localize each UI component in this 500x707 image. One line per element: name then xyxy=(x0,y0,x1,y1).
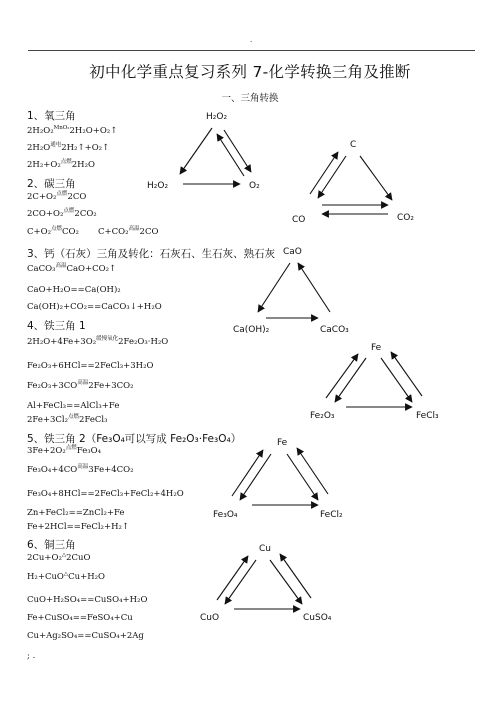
diagram-calcium-right-label: CaCO₃ xyxy=(320,325,349,335)
diagram-iron1-arrows xyxy=(326,352,422,407)
equation-row: H₂+CuO△Cu+H₂O xyxy=(27,571,106,582)
equation-row: Fe+2HCl==FeCl₂+H₂↑ xyxy=(27,522,130,532)
equation-row: 3Fe+2O₂$^{点燃}$Fe₃O₄ xyxy=(27,445,102,456)
section-heading-iron1: 4、铁三角 1 xyxy=(27,320,86,332)
equation-row: CuO+H₂SO₄==CuSO₄+H₂O xyxy=(27,595,148,605)
diagram-copper-arrows xyxy=(217,554,311,609)
diagram-carbon-right-label: CO₂ xyxy=(397,213,414,223)
equation-row: C+CO₂$^{高温}$2CO xyxy=(98,226,159,237)
top-dot: · xyxy=(250,38,253,46)
diagram-oxygen-left-label: H₂O₂ xyxy=(147,181,169,191)
equation-row: $Fe_3O_4+4CO^{高温}3Fe+4CO_2$ xyxy=(27,464,134,475)
equation-row: Zn+FeCl₂==ZnCl₂+Fe xyxy=(27,508,125,518)
diagram-calcium-top-label: CaO xyxy=(283,247,302,257)
diagram-calcium-left-label: Ca(OH)₂ xyxy=(233,325,270,335)
diagram-carbon-left-label: CO xyxy=(292,215,306,225)
arrow xyxy=(310,152,338,194)
equation-row: 2H₂O+4Fe+3O₂$^{缓慢氧化}$2Fe₂O₃·H₂O xyxy=(27,336,169,347)
arrow xyxy=(270,560,302,604)
arrow xyxy=(297,448,328,494)
equation-row: 2Fe+3Cl₂$^{点燃}$2FeCl₃ xyxy=(27,414,108,425)
page-title: 初中化学重点复习系列 7-化学转换三角及推断 xyxy=(89,63,411,81)
equation-row: CaCO₃$^{高温}$CaO+CO₂↑ xyxy=(27,263,117,274)
equation-row: Ca(OH)₂+CO₂==CaCO₃↓+H₂O xyxy=(27,302,162,312)
arrow xyxy=(381,358,412,402)
equation-row: 2H₂+O₂$^{点燃}$2H₂O xyxy=(27,159,95,170)
arrow xyxy=(318,156,346,198)
arrow xyxy=(287,454,318,500)
diagram-oxygen-top-label: H₂O₂ xyxy=(206,112,228,122)
arrow xyxy=(391,352,422,396)
diagram-copper-top-label: Cu xyxy=(259,544,271,554)
diagram-oxygen-right-label: O₂ xyxy=(249,181,260,191)
diagram-iron2-right-label: FeCl₂ xyxy=(320,510,343,520)
section-heading-iron2: 5、铁三角 2（Fe₃O₄可以写成 Fe₂O₃·Fe₃O₄） xyxy=(27,433,242,445)
equation-row: Fe+CuSO₄==FeSO₄+Cu xyxy=(27,613,133,623)
arrow xyxy=(180,128,212,174)
diagram-iron1-left-label: Fe₂O₃ xyxy=(310,411,335,421)
diagram-copper-left-label: CuO xyxy=(200,613,220,623)
section-heading-calcium: 3、钙（石灰）三角及转化：石灰石、生石灰、熟石灰 xyxy=(27,248,276,260)
equation-row: C+O₂$^{点燃}$CO₂ xyxy=(27,226,79,237)
diagram-iron1-top-label: Fe xyxy=(371,343,382,353)
equation-row: Fe₃O₄+8HCl==2FeCl₃+FeCl₂+4H₂O xyxy=(27,489,184,499)
equation-row: $Fe_2O_3+3CO^{高温}2Fe+3CO_2$ xyxy=(27,380,134,391)
diagram-iron1-right-label: FeCl₃ xyxy=(416,411,439,421)
equation-row: CaO+H₂O==Ca(OH)₂ xyxy=(27,285,121,295)
equation-row: 2C+O₂$^{点燃}$2CO xyxy=(27,191,87,202)
equation-row: Al+FeCl₃==AlCl₃+Fe xyxy=(27,401,120,411)
equation-row: 2H₂O₂$^{MnO_2}$2H₂O+O₂↑ xyxy=(27,125,118,136)
equation-row: $2H_2O^{通电}2H_2↑+O_2↑$ xyxy=(27,142,110,153)
arrow xyxy=(280,554,311,598)
section-subtitle: 一、三角转换 xyxy=(221,93,279,104)
diagram-copper-right-label: CuSO₄ xyxy=(303,613,332,623)
arrow xyxy=(298,263,330,312)
diagram-carbon-top-label: C xyxy=(350,140,357,150)
arrow xyxy=(258,263,290,312)
diagram-oxygen-arrows xyxy=(180,128,251,184)
diagram-iron2-top-label: Fe xyxy=(277,438,288,448)
section-heading-copper: 6、铜三角 xyxy=(27,539,76,551)
section-heading-carbon: 2、碳三角 xyxy=(27,178,76,190)
equation-row: 2CO+O₂$^{点燃}$2CO₂ xyxy=(27,208,97,219)
equation-row: Cu+Ag₂SO₄==CuSO₄+2Ag xyxy=(27,631,144,641)
diagram-iron2-left-label: Fe₃O₄ xyxy=(213,510,238,520)
section-heading-oxygen: 1、氧三角 xyxy=(27,110,76,122)
diagram-iron2-arrows xyxy=(232,448,328,505)
arrow xyxy=(360,156,392,200)
diagram-carbon-arrows xyxy=(310,152,392,214)
diagram-calcium-arrows xyxy=(258,263,330,318)
bottom-mark: ; . xyxy=(27,651,36,661)
equation-row: 2Cu+O₂△2CuO xyxy=(27,552,91,563)
equation-row: Fe₂O₃+6HCl==2FeCl₃+3H₂O xyxy=(27,361,154,371)
